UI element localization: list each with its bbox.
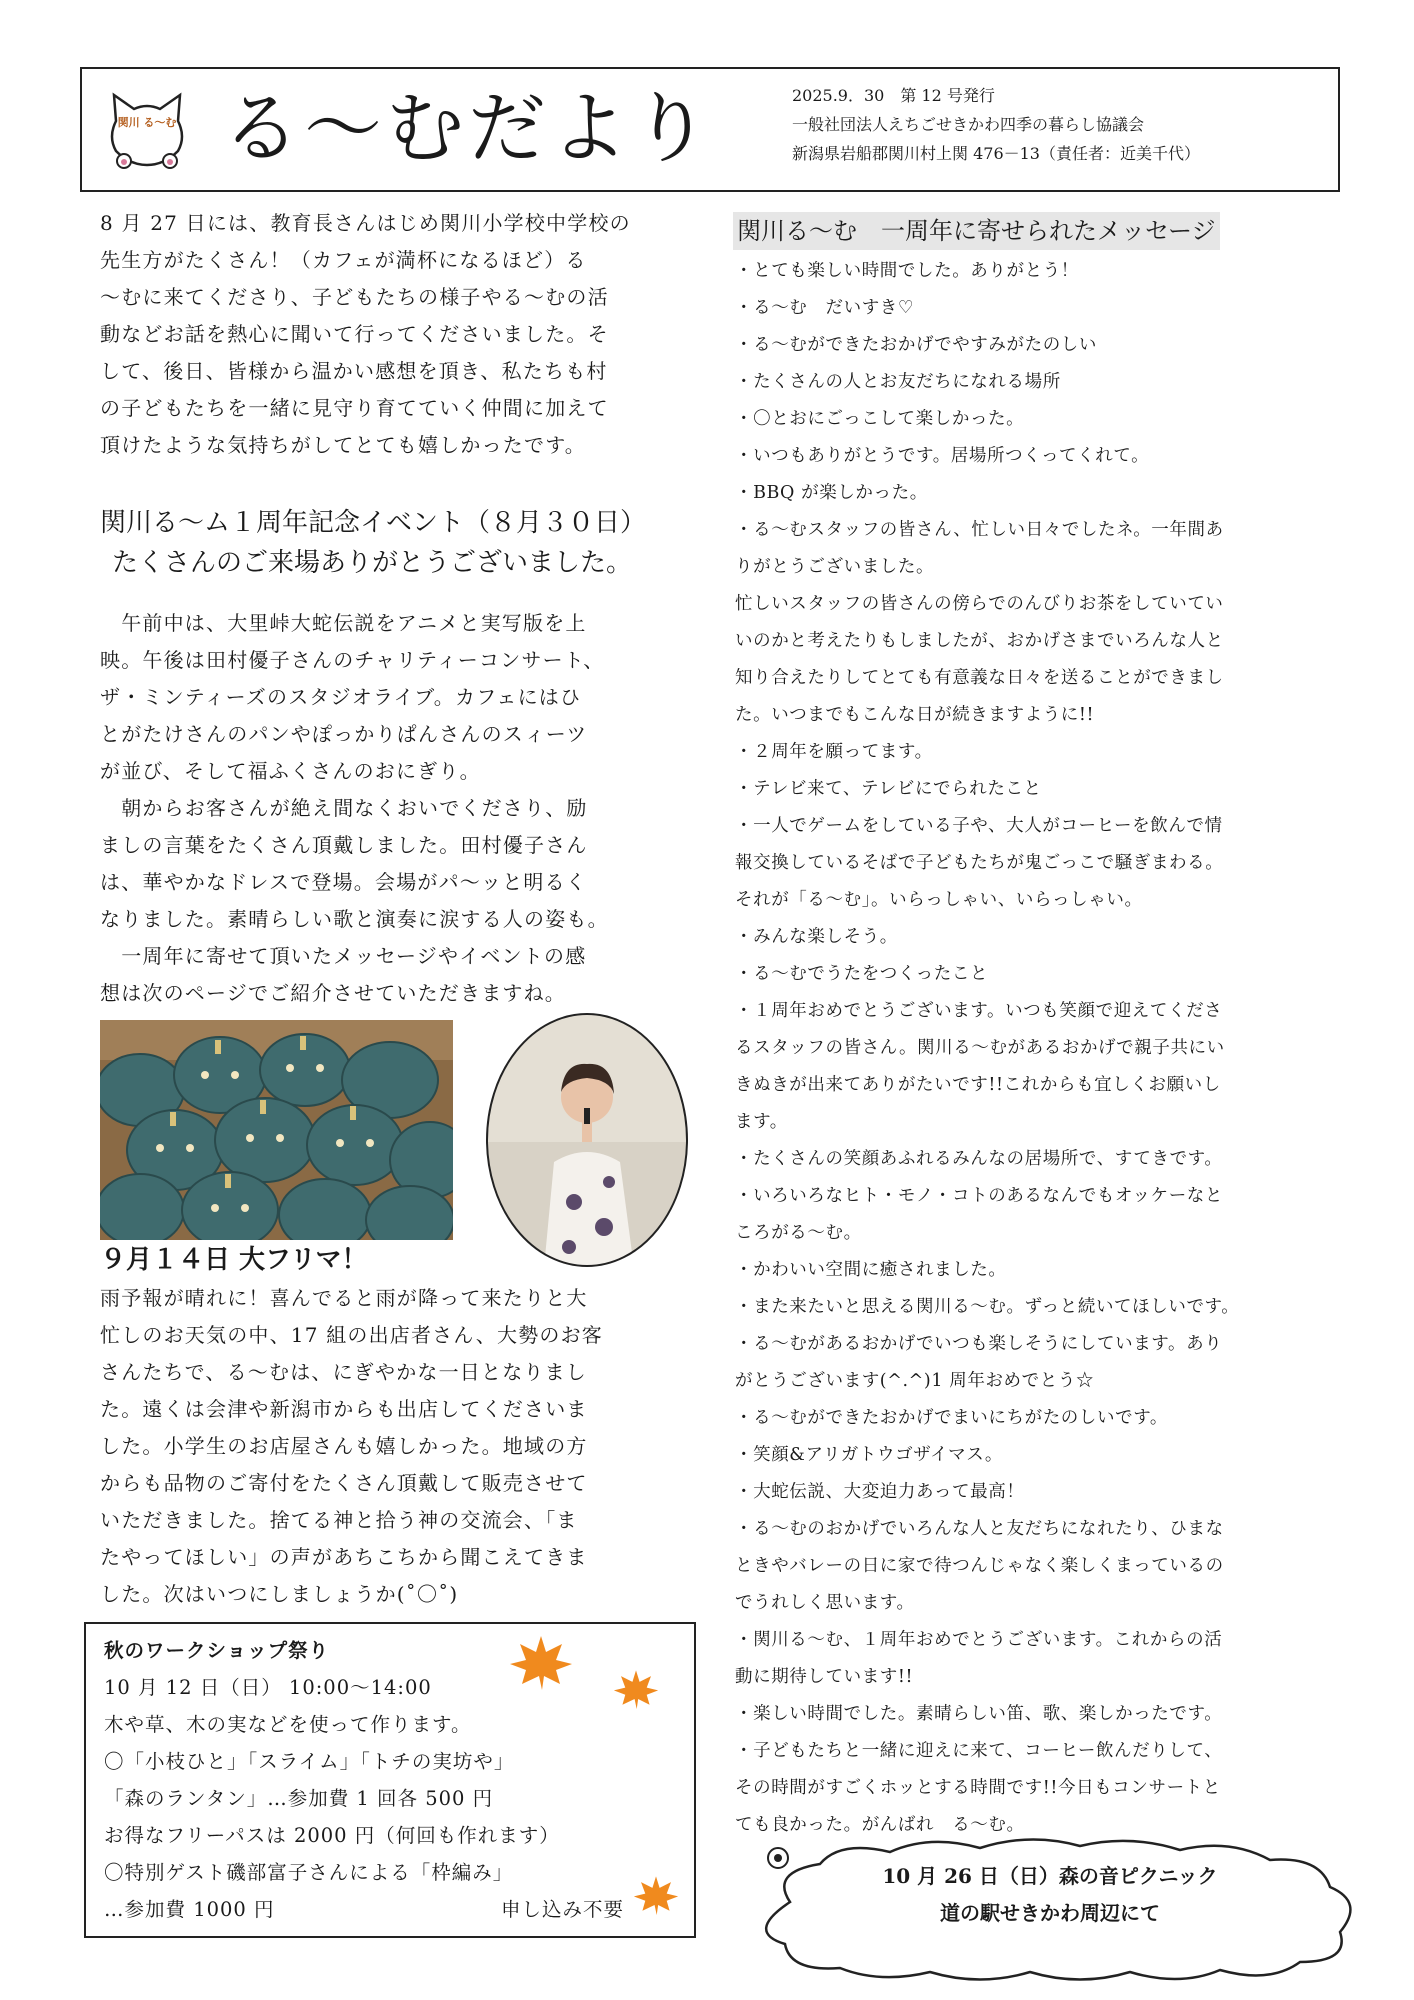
message-line: ・関川る～む、１周年おめでとうございます。これからの活 — [735, 1630, 1223, 1650]
publisher: 一般社団法人えちごせきかわ四季の暮らし協議会 — [792, 115, 1145, 134]
message-line: ・BBQ が楽しかった。 — [735, 483, 928, 503]
newsletter-header — [80, 67, 1340, 192]
message-line: きぬきが出来てありがたいです!!これからも宜しくお願いし — [735, 1075, 1221, 1095]
message-line: ・る～むでうたをつくったこと — [735, 964, 989, 984]
text-line: ましの言葉をたくさん頂戴しました。田村優子さん — [100, 833, 588, 857]
text-line: たやってほしい」の声があちこちから聞こえてきま — [100, 1545, 588, 1569]
message-line: ・る～むができたおかげでやすみがたのしい — [735, 335, 1097, 355]
message-line: ときやバレーの日に家で待つんじゃなく楽しくまっているの — [735, 1556, 1224, 1576]
text-line: した。小学生のお店屋さんも嬉しかった。地域の方 — [100, 1434, 588, 1458]
message-line: ます。 — [735, 1112, 788, 1132]
message-line: でうれしく思います。 — [735, 1593, 915, 1613]
message-line: ・いつもありがとうです。居場所つくってくれて。 — [735, 446, 1150, 466]
message-line: ・とても楽しい時間でした。ありがとう！ — [735, 261, 1079, 281]
announcement-text — [780, 1858, 1320, 1932]
message-line: ・たくさんの人とお友だちになれる場所 — [735, 372, 1061, 392]
flea-market-heading: ９月１４日 大フリマ！ — [100, 1245, 368, 1275]
text-line: の子どもたちを一緒に見守り育てていく仲間に加えて — [100, 396, 609, 420]
event-body — [100, 605, 690, 1012]
text-line: 映。午後は田村優子さんのチャリティーコンサート、 — [100, 648, 605, 672]
message-line: ・笑顔&アリガトウゴザイマス。 — [735, 1445, 1004, 1465]
message-line: 報交換しているそばで子どもたちが鬼ごっこで騒ぎまわる。 — [735, 853, 1224, 873]
message-line: それが「る～む」。いらっしゃい、いらっしゃい。 — [735, 890, 1143, 910]
cat-logo-icon — [104, 91, 190, 171]
event-heading-line1: 関川る～ム１周年記念イベント（８月３０日） — [100, 508, 647, 538]
message-line: ・子どもたちと一緒に迎えに来て、コーヒー飲んだりして、 — [735, 1741, 1223, 1761]
message-line: ・２周年を願ってます。 — [735, 742, 933, 762]
singer-photo — [484, 1012, 690, 1268]
messages-list — [735, 253, 1318, 1844]
message-line: ・〇とおにごっこして楽しかった。 — [735, 409, 1025, 429]
message-line: るスタッフの皆さん。関川る～むがあるおかげで親子共にい — [735, 1038, 1225, 1058]
maple-leaf-icon — [506, 1632, 576, 1692]
message-line: た。いつまでもこんな日が続きますように!! — [735, 705, 1095, 725]
text-line: 「森のランタン」…参加費 1 回各 500 円 — [104, 1787, 494, 1810]
message-line: その時間がすごくホッとする時間です!!今日もコンサートと — [735, 1778, 1221, 1798]
event-heading-line2: たくさんのご来場ありがとうございました。 — [112, 548, 633, 578]
issue-info — [792, 81, 1200, 168]
newsletter-title: る～むだより — [222, 84, 715, 174]
announcement-line1: 10 月 26 日（日）森の音ピクニック — [882, 1864, 1218, 1888]
message-line: 忙しいスタッフの皆さんの傍らでのんびりお茶をしていてい — [735, 594, 1224, 614]
text-line: 午前中は、大里峠大蛇伝説をアニメと実写版を上 — [100, 611, 587, 635]
text-line: 〇「小枝ひと」「スライム」「トチの実坊や」 — [104, 1750, 515, 1773]
message-line: ・楽しい時間でした。素晴らしい笛、歌、楽しかったです。 — [735, 1704, 1223, 1724]
text-line: は、華やかなドレスで登場。会場がパ～ッと明るく — [100, 870, 587, 894]
messages-heading: 関川る～む 一周年に寄せられたメッセージ — [733, 212, 1220, 250]
message-line: ・かわいい空間に癒されました。 — [735, 1260, 1007, 1280]
text-line: 8 月 27 日には、教育長さんはじめ関川小学校中学校の — [100, 211, 631, 235]
workshop-fee-line — [104, 1891, 664, 1928]
event-heading — [100, 503, 700, 583]
message-line: ・テレビ来て、テレビにでられたこと — [735, 779, 1042, 799]
message-line: ・る～むのおかげでいろんな人と友だちになれたり、ひまな — [735, 1519, 1224, 1539]
text-line: 動などお話を熱心に聞いて行ってくださいました。そ — [100, 322, 609, 346]
maple-leaf-icon — [631, 1869, 681, 1921]
text-line: 想は次のページでご紹介させていただきますね。 — [100, 981, 566, 1005]
message-line: ても良かった。がんばれ る～む。 — [735, 1815, 1025, 1835]
message-line: 知り合えたりしてとても有意義な日々を送ることができまし — [735, 668, 1224, 688]
text-line: ～むに来てくださり、子どもたちの様子やる～むの活 — [100, 285, 609, 309]
message-line: ・一人でゲームをしている子や、大人がコーヒーを飲んで情 — [735, 816, 1223, 836]
issue-date: 2025.9．30 第 12 号発行 — [792, 86, 995, 105]
message-line: 動に期待しています!! — [735, 1667, 914, 1687]
intro-paragraph — [100, 205, 685, 464]
text-line: からも品物のご寄付をたくさん頂戴して販売させて — [100, 1471, 588, 1495]
message-line: ・また来たいと思える関川る～む。ずっと続いてほしいです。 — [735, 1297, 1240, 1317]
logo-text: 関川 る～む — [117, 116, 177, 129]
text-line: 朝からお客さんが絶え間なくおいでくださり、励 — [100, 796, 588, 820]
message-line: ・みんな楽しそう。 — [735, 927, 898, 947]
text-line: した。次はいつにしましょうか(˚〇˚) — [100, 1582, 459, 1606]
text-line: 頂けたような気持ちがしてとても嬉しかったです。 — [100, 433, 586, 457]
text-line: 雨予報が晴れに！喜んでると雨が降って来たりと大 — [100, 1286, 588, 1310]
text-line: 忙しのお天気の中、17 組の出店者さん、大勢のお客 — [100, 1323, 604, 1347]
message-line: ・いろいろなヒト・モノ・コトのあるなんでもオッケーなと — [735, 1186, 1223, 1206]
address: 新潟県岩船郡関川村上関 476－13（責任者：近美千代） — [792, 144, 1200, 163]
message-line: ・る～むスタッフの皆さん、忙しい日々でしたネ。一年間あ — [735, 520, 1224, 540]
workshop-fee: …参加費 1000 円 — [104, 1898, 275, 1921]
text-line: た。遠くは会津や新潟市からも出店してくださいま — [100, 1397, 588, 1421]
workshop-body — [104, 1632, 664, 1928]
message-line: がとうございます(^.^)1 周年おめでとう☆ — [735, 1371, 1095, 1391]
text-line: 一周年に寄せて頂いたメッセージやイベントの感 — [100, 944, 587, 968]
message-line: ・る～むができたおかげでまいにちがたのしいです。 — [735, 1408, 1168, 1428]
workshop-title: 秋のワークショップ祭り — [104, 1639, 330, 1662]
text-line: して、後日、皆様から温かい感想を頂き、私たちも村 — [100, 359, 608, 383]
text-line: 先生方がたくさん！（カフェが満杯になるほど）る — [100, 248, 587, 272]
message-line: ころがる～む。 — [735, 1223, 862, 1243]
message-line: ・たくさんの笑顔あふれるみんなの居場所で、すてきです。 — [735, 1149, 1223, 1169]
message-line: ・る～むがあるおかげでいつも楽しそうにしています。あり — [735, 1334, 1223, 1354]
text-line: いただきました。捨てる神と拾う神の交流会、「ま — [100, 1508, 578, 1532]
message-line: いのかと考えたりもしましたが、おかげさまでいろんな人と — [735, 631, 1224, 651]
text-line: とがたけさんのパンやぽっかりぱんさんのスィーツ — [100, 722, 588, 746]
text-line: さんたちで、る～むは、にぎやかな一日となりまし — [100, 1360, 587, 1384]
workshop-box — [84, 1622, 696, 1938]
text-line: 〇特別ゲスト磯部富子さんによる「枠編み」 — [104, 1861, 514, 1884]
text-line: なりました。素晴らしい歌と演奏に涙する人の姿も。 — [100, 907, 609, 931]
message-line: ・１周年おめでとうございます。いつも笑顔で迎えてくださ — [735, 1001, 1223, 1021]
maple-leaf-icon — [611, 1659, 661, 1719]
flea-market-body — [100, 1280, 690, 1613]
no-registration-note: 申し込み不要 — [500, 1898, 624, 1921]
message-line: ・る～む だいすき♡ — [735, 298, 915, 318]
message-line: ・大蛇伝説、大変迫力あって最高！ — [735, 1482, 1025, 1502]
text-line: ザ・ミンティーズのスタジオライブ。カフェにはひ — [100, 685, 582, 709]
text-line: が並び、そして福ふくさんのおにぎり。 — [100, 759, 481, 783]
message-line: りがとうございました。 — [735, 557, 935, 577]
text-line: お得なフリーパスは 2000 円（何回も作れます） — [104, 1824, 560, 1847]
announcement-line2: 道の駅せきかわ周辺にて — [940, 1901, 1160, 1925]
pumpkin-photo — [100, 1020, 453, 1240]
workshop-date: 10 月 12 日（日） 10:00～14:00 — [104, 1676, 432, 1699]
text-line: 木や草、木の実などを使って作ります。 — [104, 1713, 472, 1736]
